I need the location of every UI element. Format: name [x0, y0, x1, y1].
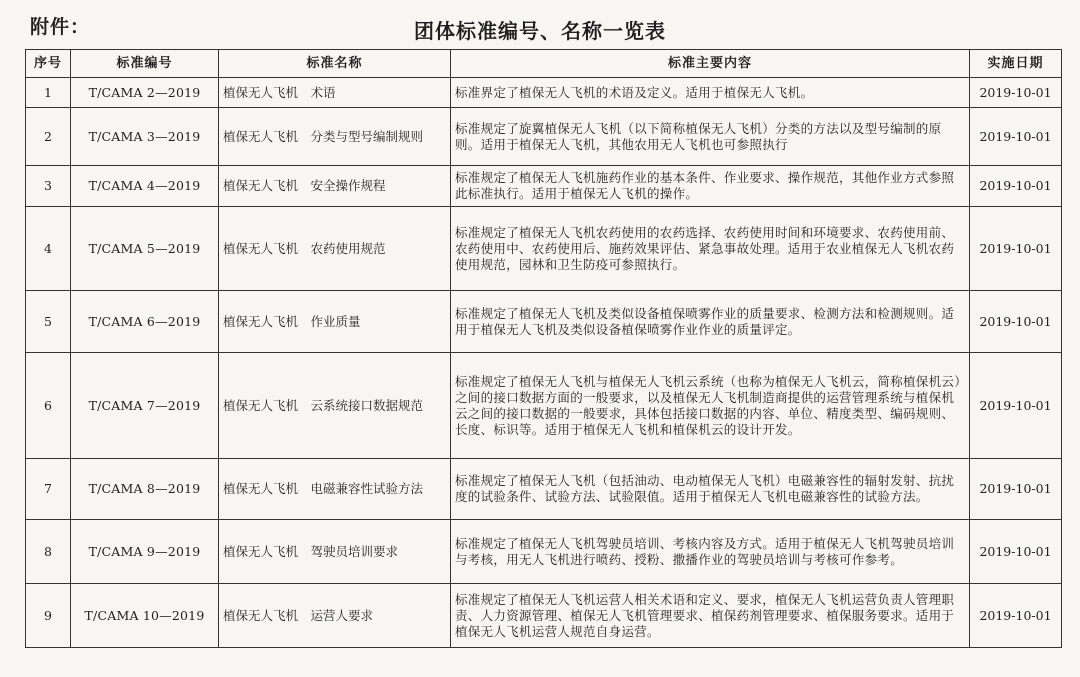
standard-name: 植保无人飞机 作业质量	[219, 291, 451, 353]
standard-code: T/CAMA 2—2019	[71, 78, 219, 108]
standard-code: T/CAMA 3—2019	[71, 108, 219, 166]
standard-name: 植保无人飞机 电磁兼容性试验方法	[219, 459, 451, 520]
row-number: 8	[26, 520, 71, 584]
column-header-name: 标准名称	[219, 50, 451, 78]
standard-code: T/CAMA 9—2019	[71, 520, 219, 584]
standard-content: 标准规定了植保无人飞机（包括油动、电动植保无人飞机）电磁兼容性的辐射发射、抗扰度的试验条件、试验方法、试验限值。适用于植保无人飞机电磁兼容性的试验方法。	[451, 459, 970, 520]
standard-code: T/CAMA 8—2019	[71, 459, 219, 520]
table-row	[26, 207, 1062, 291]
standard-name: 植保无人飞机 运营人要求	[219, 584, 451, 648]
standard-name: 植保无人飞机 安全操作规程	[219, 166, 451, 207]
standard-content: 标准规定了植保无人飞机农药使用的农药选择、农药使用时间和环境要求、农药使用前、农药使用中、农药使用后、施药效果评估、紧急事故处理。适用于农业植保无人飞机农药使用规范，园林和卫生防疫可参照执行。	[451, 207, 970, 291]
table-row	[26, 108, 1062, 166]
effective-date: 2019-10-01	[970, 166, 1062, 207]
standard-content: 标准规定了植保无人飞机运营人相关术语和定义、要求，植保无人飞机运营负责人管理职责、人力资源管理、植保无人飞机管理要求、植保药剂管理要求、植保服务要求。适用于植保无人飞机运营人规范自身运营。	[451, 584, 970, 648]
standard-content: 标准规定了植保无人飞机驾驶员培训、考核内容及方式。适用于植保无人飞机驾驶员培训与考核，用无人飞机进行喷药、授粉、撒播作业的驾驶员培训与考核可作参考。	[451, 520, 970, 584]
standard-name: 植保无人飞机 驾驶员培训要求	[219, 520, 451, 584]
standard-content: 标准界定了植保无人飞机的术语及定义。适用于植保无人飞机。	[451, 78, 970, 108]
table-row	[26, 584, 1062, 648]
table-row	[26, 78, 1062, 108]
table-row	[26, 353, 1062, 459]
standard-content: 标准规定了旋翼植保无人飞机（以下简称植保无人飞机）分类的方法以及型号编制的原则。适用于植保无人飞机，其他农用无人飞机也可参照执行	[451, 108, 970, 166]
column-header-code: 标准编号	[71, 50, 219, 78]
effective-date: 2019-10-01	[970, 353, 1062, 459]
row-number: 2	[26, 108, 71, 166]
row-number: 4	[26, 207, 71, 291]
attachment-label: 附件：	[30, 16, 91, 38]
standard-name: 植保无人飞机 云系统接口数据规范	[219, 353, 451, 459]
standard-content: 标准规定了植保无人飞机与植保无人飞机云系统（也称为植保无人飞机云，简称植保机云）之间的接口数据方面的一般要求，以及植保无人飞机制造商提供的运营管理系统与植保机云之间的接口数据的一般要求，具体包括接口数据的内容、单位、精度类型、编码规则、长度、标识等。适用于植保无人飞机和植保机云的设计开发。	[451, 353, 970, 459]
standard-code: T/CAMA 6—2019	[71, 291, 219, 353]
standard-code: T/CAMA 10—2019	[71, 584, 219, 648]
standard-content: 标准规定了植保无人飞机及类似设备植保喷雾作业的质量要求、检测方法和检测规则。适用于植保无人飞机及类似设备植保喷雾作业作业的质量评定。	[451, 291, 970, 353]
row-number: 5	[26, 291, 71, 353]
standard-code: T/CAMA 7—2019	[71, 353, 219, 459]
table-row	[26, 166, 1062, 207]
effective-date: 2019-10-01	[970, 108, 1062, 166]
standard-content: 标准规定了植保无人飞机施药作业的基本条件、作业要求、操作规范，其他作业方式参照此标准执行。适用于植保无人飞机的操作。	[451, 166, 970, 207]
effective-date: 2019-10-01	[970, 459, 1062, 520]
effective-date: 2019-10-01	[970, 584, 1062, 648]
standard-code: T/CAMA 5—2019	[71, 207, 219, 291]
standard-code: T/CAMA 4—2019	[71, 166, 219, 207]
table-row	[26, 520, 1062, 584]
document-title: 团体标准编号、名称一览表	[414, 19, 666, 43]
row-number: 6	[26, 353, 71, 459]
standard-name: 植保无人飞机 分类与型号编制规则	[219, 108, 451, 166]
table-row	[26, 291, 1062, 353]
effective-date: 2019-10-01	[970, 207, 1062, 291]
column-header-content: 标准主要内容	[451, 50, 970, 78]
row-number: 3	[26, 166, 71, 207]
table-row	[26, 459, 1062, 520]
column-header-date: 实施日期	[970, 50, 1062, 78]
standards-table	[25, 49, 1062, 648]
row-number: 7	[26, 459, 71, 520]
standard-name: 植保无人飞机 农药使用规范	[219, 207, 451, 291]
column-header-no: 序号	[26, 50, 71, 78]
row-number: 1	[26, 78, 71, 108]
effective-date: 2019-10-01	[970, 520, 1062, 584]
effective-date: 2019-10-01	[970, 78, 1062, 108]
row-number: 9	[26, 584, 71, 648]
standard-name: 植保无人飞机 术语	[219, 78, 451, 108]
effective-date: 2019-10-01	[970, 291, 1062, 353]
table-header-row	[26, 50, 1062, 78]
